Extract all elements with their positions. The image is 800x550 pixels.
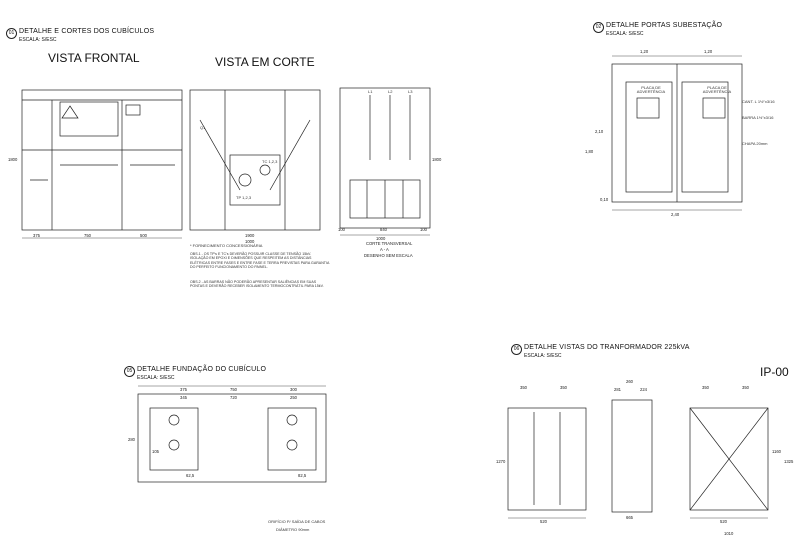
dim-trafo-12: 665 [626,515,633,520]
dim-transversal-2: 1000 [376,236,386,241]
label-l1: L1 [368,89,373,94]
section-06-number: 06 [511,344,522,355]
note-obs2: OBS.2 - AS BARRAS NÃO PODERÃO APRESENTAR SALIÊNCIAS EM SUAS PONTAS E DEVERÃO RECEBER ISOLAMENTO TERMOCONTRÁTIL PARA 15kV. [190,280,324,289]
dim-fundacao-5: 250 [290,395,297,400]
dim-portas-2: 2,40 [671,212,680,217]
dim-transversal-0: 100 [338,227,345,232]
dim-trafo-10: 520 [540,519,547,524]
label-tc: TC 1,2,3 [262,159,278,164]
dim-fundacao-6: 62,5 [186,473,195,478]
section-02-scale: ESCALA: S/ESC [606,31,644,37]
dim-fundacao-3: 345 [180,395,187,400]
label-tp: TP 1,2,3 [236,195,252,200]
section-01-scale: ESCALA: S/ESC [19,37,57,43]
dim-transversal-1: 840 [380,227,387,232]
dim-trafo-7: 1270 [496,459,506,464]
label-orificio: ORIFÍCIO P/ SAÍDA DE CABOS [268,519,326,524]
dim-frontal-1: 750 [84,233,91,238]
section-01-title: DETALHE E CORTES DOS CUBÍCULOS [19,28,155,35]
dim-fundacao-4: 720 [230,395,237,400]
label-q1: Q1 [200,125,206,130]
trafo-side [612,400,652,512]
dim-frontal-3: 1800 [8,157,18,162]
dim-fundacao-0: 375 [180,387,187,392]
dim-portas-5: 0,10 [600,197,609,202]
corte-transversal-title: CORTE TRANSVERSAL [366,241,413,246]
frontal-outline [22,90,182,230]
dim-portas-1: 1,20 [704,49,713,54]
dim-trafo-13: 1010 [724,531,734,536]
label-diametro: DIÂMETRO 90mm [276,527,310,532]
note-fornecimento: * FORNECIMENTO CONCESSIONÁRIA [190,243,263,248]
dim-trafo-2: 260 [626,379,633,384]
view-corte-title: VISTA EM CORTE [215,55,315,69]
dim-frontal-2: 500 [140,233,147,238]
dim-frontal-0: 375 [33,233,40,238]
section-02-title: DETALHE PORTAS SUBESTAÇÃO [606,22,723,29]
section-02-number: 02 [593,22,604,33]
dim-fundacao-7: 105 [152,449,159,454]
dim-portas-4: 1,80 [585,149,594,154]
placa-advertencia-right: PLACA DE ADVERTÊNCIA [702,85,732,94]
section-06-title: DETALHE VISTAS DO TRANFORMADOR 225kVA [524,344,690,351]
dim-trafo-11: 520 [720,519,727,524]
dim-trafo-6: 350 [742,385,749,390]
dim-corte-1: 1000 [245,239,255,244]
dim-portas-0: 1,20 [640,49,649,54]
corte-aa-label: A - A [380,247,389,252]
dim-trafo-3: 281 [614,387,621,392]
dim-trafo-9: 1325 [784,459,794,464]
note-obs1: OBS.1 - OS TP's E TC's DEVERÃO POSSUIR CLASSE DE TENSÃO 15kV. ISOLAÇÃO EM EPOXI E DIMENSÕES QUE RESPEITEM AS DISTÂNCIAS ELÉTRICAS ENTRE FASES E ENTRE FASE E TERRA PREVISTAS PARA GARANTIA DO PERFEITO FUNCIONAMENTO DO PAINEL. [190,252,330,270]
dim-trafo-0: 350 [520,385,527,390]
section-05-scale: ESCALA: S/ESC [137,375,175,381]
dim-fundacao-9: 82,5 [298,473,307,478]
section-05-title: DETALHE FUNDAÇÃO DO CUBÍCULO [137,366,267,373]
section-05-number: 05 [124,366,135,377]
label-barra: BARRA 1½"x3/16 [742,115,774,120]
dim-portas-3: 2,10 [595,129,604,134]
dim-transversal-4: 1800 [432,157,442,162]
dim-transversal-3: 100 [420,227,427,232]
label-l2: L2 [388,89,393,94]
section-01-number: 01 [6,28,17,39]
dim-fundacao-1: 750 [230,387,237,392]
dim-fundacao-2: 300 [290,387,297,392]
ip-label: IP-00 [760,365,789,379]
label-chapa: CHAPA 20mm [742,141,768,146]
section-06-scale: ESCALA: S/ESC [524,353,562,359]
foundation-outline [138,394,326,482]
trafo-front [508,408,586,510]
corte-outline [190,90,320,230]
view-frontal-title: VISTA FRONTAL [48,51,140,65]
placa-advertencia-left: PLACA DE ADVERTÊNCIA [636,85,666,94]
sem-escala-label: DESENHO SEM ESCALA [364,253,413,258]
dim-trafo-5: 350 [702,385,709,390]
dim-trafo-1: 350 [560,385,567,390]
dim-trafo-8: 1160 [772,449,782,454]
dim-fundacao-8: 280 [128,437,135,442]
dim-trafo-4: 224 [640,387,647,392]
label-l3: L3 [408,89,413,94]
label-cant: CANT. L 1½"x3/16 [742,99,775,104]
dim-corte-0: 1900 [245,233,255,238]
